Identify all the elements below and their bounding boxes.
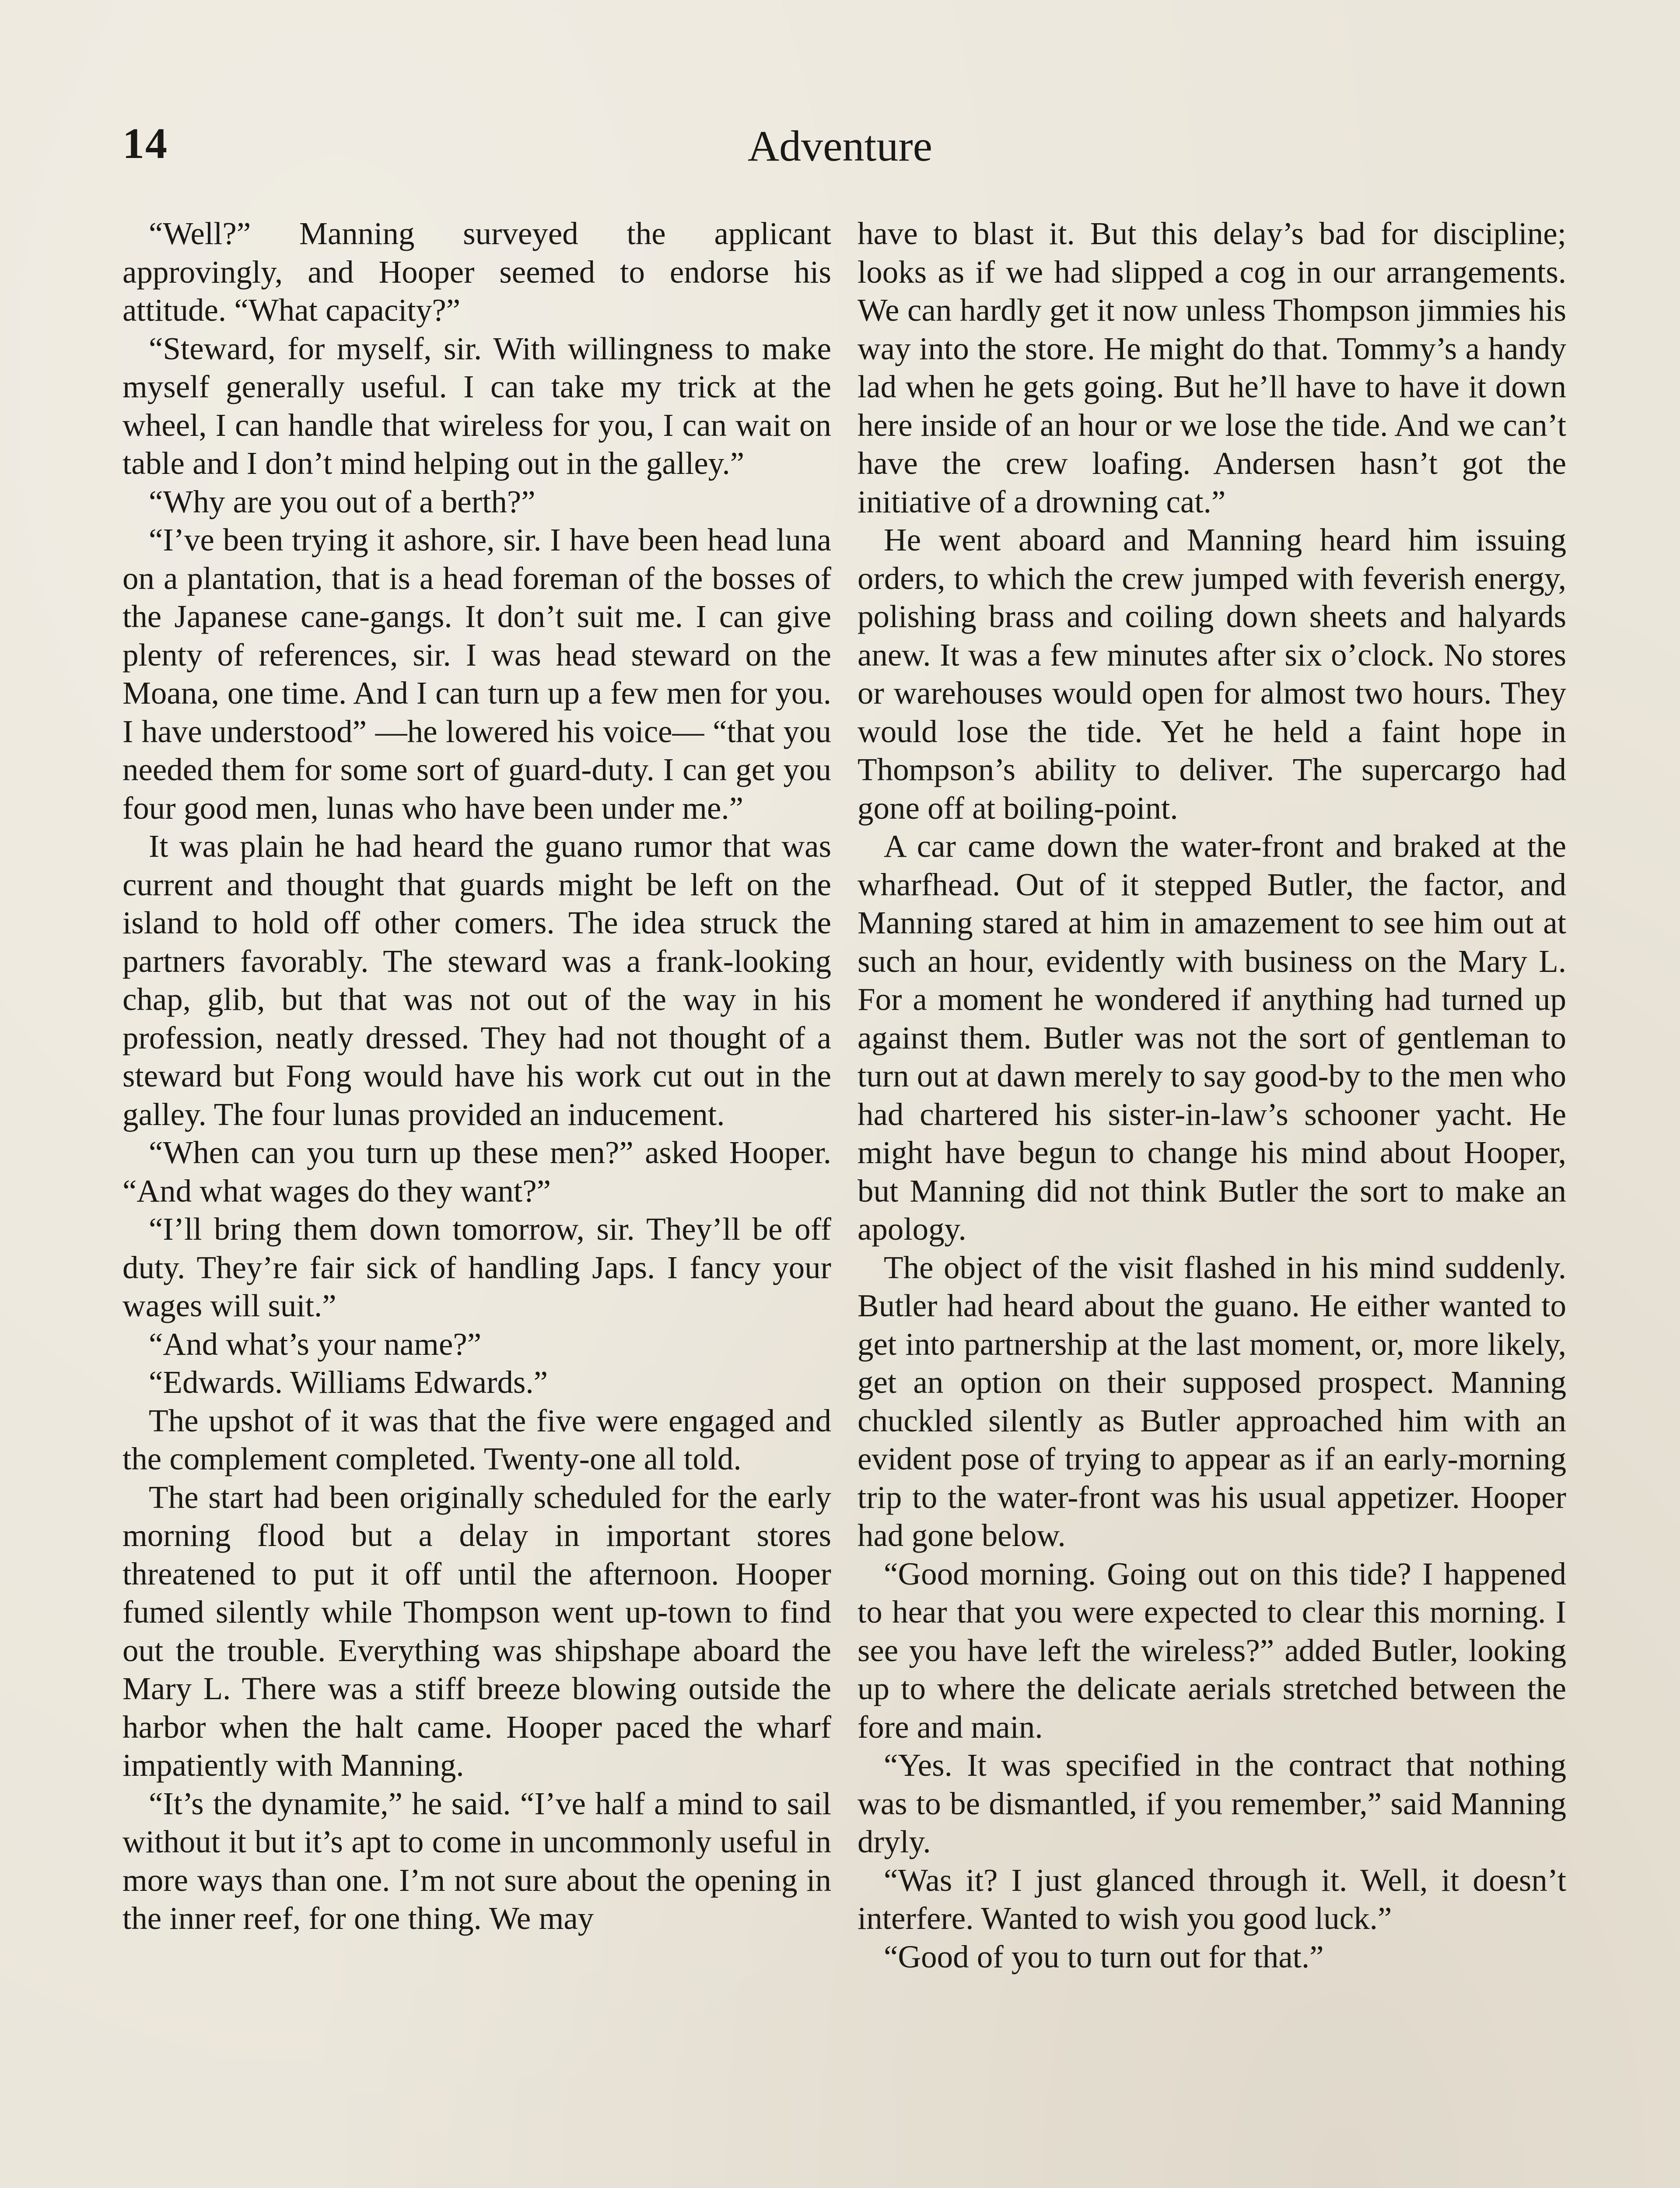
running-head-title: Adventure bbox=[747, 122, 933, 170]
paragraph: “And what’s your name?” bbox=[149, 1326, 482, 1362]
left-text-column bbox=[122, 214, 831, 1938]
right-text-column bbox=[858, 214, 1566, 1976]
paragraph: A car came down the water-front and braked at the wharfhead. Out of it stepped Butler, the factor, and Manning stared at him in amazement to see him out at such an hour, evidently with business on the Mary L. For a moment he wondered if anything had turned up against them. Butler was not the sort of gentleman to turn out at dawn merely to say good-by to the men who had chartered his sister-in-law’s schooner yacht. He might have begun to change his mind about Hooper, but Manning did not think Butler the sort to make an apology. bbox=[858, 828, 1566, 1247]
paragraph: It was plain he had heard the guano rumor that was current and thought that guards might be left on the island to hold off other comers. The idea struck the partners favorably. The steward was a frank-looking chap, glib, but that was not out of the way in his profession, neatly dressed. They had not thought of a steward but Fong would have his work cut out in the galley. The four lunas provided an inducement. bbox=[122, 828, 831, 1132]
paragraph: “When can you turn up these men?” asked Hooper. “And what wages do they want?” bbox=[122, 1135, 831, 1209]
page-header bbox=[122, 118, 1558, 175]
paragraph: “Edwards. Williams Edwards.” bbox=[149, 1364, 548, 1400]
paragraph: “It’s the dynamite,” he said. “I’ve half a mind to sail without it but it’s apt to come in uncommonly useful in more ways than one. I’m not sure about the opening in the inner reef, for one thing. We may bbox=[122, 1785, 831, 1936]
paragraph: “I’ll bring them down tomorrow, sir. They’ll be off duty. They’re fair sick of handling Japs. I fancy your wages will suit.” bbox=[122, 1211, 831, 1323]
paragraph: “I’ve been trying it ashore, sir. I have been head luna on a plantation, that is a head foreman of the bosses of the Japanese cane-gangs. It don’t suit me. I can give plenty of references, sir. I was head steward on the Moana, one time. And I can turn up a few men for you. I have understood” —he lowered his voice— “that you needed them for some sort of guard-duty. I can get you four good men, lunas who have been under me.” bbox=[122, 522, 831, 826]
paragraph: The upshot of it was that the five were engaged and the complement completed. Twenty-one all told. bbox=[122, 1403, 831, 1476]
paragraph: “Was it? I just glanced through it. Well, it doesn’t interfere. Wanted to wish you good luck.” bbox=[858, 1862, 1566, 1936]
paragraph: “Well?” Manning surveyed the applicant approvingly, and Hooper seemed to endorse his attitude. “What capacity?” bbox=[122, 216, 831, 328]
paragraph: “Yes. It was specified in the contract that nothing was to be dismantled, if you remember,” said Manning dryly. bbox=[858, 1747, 1566, 1859]
paragraph-continued: have to blast it. But this delay’s bad for discipline; looks as if we had slipped a cog in our arrangements. We can hardly get it now unless Thompson jimmies his way into the store. He might do that. Tommy’s a handy lad when he gets going. But he’ll have to have it down here inside of an hour or we lose the tide. And we can’t have the crew loafing. Andersen hasn’t got the initiative of a drowning cat.” bbox=[858, 216, 1566, 519]
paragraph: “Why are you out of a berth?” bbox=[149, 484, 536, 519]
paragraph: The object of the visit flashed in his mind suddenly. Butler had heard about the guano. He either wanted to get into partnership at the last moment, or, more likely, get an option on their supposed prospect. Manning chuckled silently as Butler approached him with an evident pose of trying to appear as if an early-morning trip to the water-front was his usual appetizer. Hooper had gone below. bbox=[858, 1249, 1566, 1553]
page-number: 14 bbox=[122, 119, 168, 168]
paragraph: “Good morning. Going out on this tide? I happened to hear that you were expected to clear this morning. I see you have left the wireless?” added Butler, looking up to where the delicate aerials stretched between the fore and main. bbox=[858, 1556, 1566, 1745]
paragraph: “Good of you to turn out for that.” bbox=[884, 1939, 1324, 1974]
paragraph: He went aboard and Manning heard him issuing orders, to which the crew jumped with feverish energy, polishing brass and coiling down sheets and halyards anew. It was a few minutes after six o’clock. No stores or warehouses would open for almost two hours. They would lose the tide. Yet he held a faint hope in Thompson’s ability to deliver. The supercargo had gone off at boiling-point. bbox=[858, 522, 1566, 826]
paragraph: The start had been originally scheduled for the early morning flood but a delay in important stores threatened to put it off until the afternoon. Hooper fumed silently while Thompson went up-town to find out the trouble. Everything was shipshape aboard the Mary L. There was a stiff breeze blowing outside the harbor when the halt came. Hooper paced the wharf impatiently with Manning. bbox=[122, 1479, 831, 1783]
paragraph: “Steward, for myself, sir. With willingness to make myself generally useful. I can take my trick at the wheel, I can handle that wireless for you, I can wait on table and I don’t mind helping out in the galley.” bbox=[122, 330, 831, 481]
